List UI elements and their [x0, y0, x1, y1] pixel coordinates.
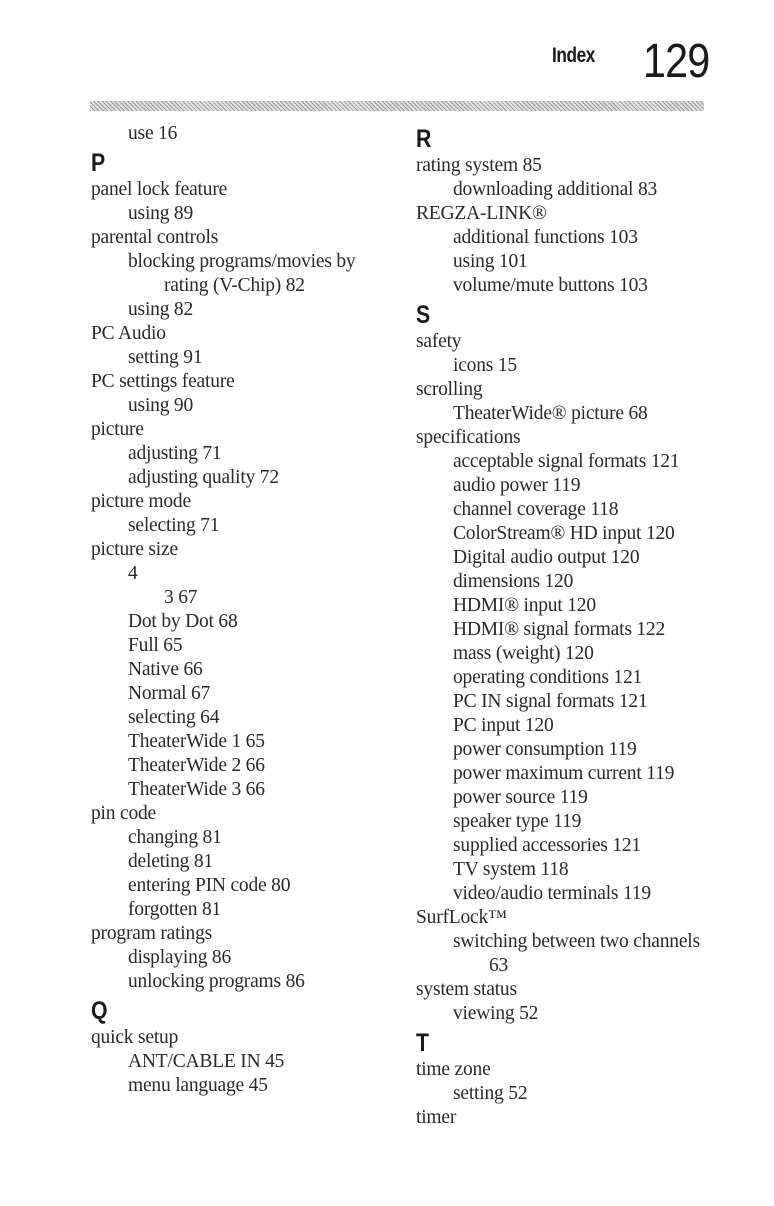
index-subentry: power maximum current 119: [453, 763, 675, 784]
index-subentry: forgotten 81: [128, 899, 222, 920]
index-entry: picture: [91, 419, 144, 440]
index-letter-heading: P: [91, 149, 106, 177]
page-number: 129: [643, 35, 710, 88]
index-subentry: PC IN signal formats 121: [453, 691, 648, 712]
index-subentry: mass (weight) 120: [453, 643, 594, 664]
index-subentry: deleting 81: [128, 851, 213, 872]
index-subentry: speaker type 119: [453, 811, 582, 832]
index-subentry: HDMI® input 120: [453, 595, 596, 616]
index-column-right: [416, 122, 736, 1130]
index-subentry: blocking programs/movies by: [128, 251, 356, 272]
index-entry: parental controls: [91, 227, 219, 248]
index-subentry: operating conditions 121: [453, 667, 643, 688]
index-letter-heading: S: [416, 301, 431, 329]
index-subentry: supplied accessories 121: [453, 835, 641, 856]
index-entry: picture size: [91, 539, 178, 560]
index-entry: panel lock feature: [91, 179, 228, 200]
index-entry: SurfLock™: [416, 907, 507, 928]
index-column-left: [91, 122, 391, 1098]
index-subentry: displaying 86: [128, 947, 232, 968]
index-subentry: rating (V-Chip) 82: [164, 275, 305, 296]
index-subentry: use 16: [128, 123, 178, 144]
index-subentry: PC input 120: [453, 715, 554, 736]
index-subentry: Digital audio output 120: [453, 547, 640, 568]
index-subentry: icons 15: [453, 355, 517, 376]
section-label: Index: [552, 44, 595, 67]
index-subentry: TheaterWide 3 66: [128, 779, 265, 800]
index-subentry: 63: [489, 955, 509, 976]
index-entry: PC Audio: [91, 323, 166, 344]
index-subentry: video/audio terminals 119: [453, 883, 651, 904]
index-subentry: 3 67: [164, 587, 198, 608]
index-subentry: ColorStream® HD input 120: [453, 523, 675, 544]
index-subentry: viewing 52: [453, 1003, 539, 1024]
index-subentry: using 89: [128, 203, 194, 224]
index-subentry: power source 119: [453, 787, 588, 808]
index-letter-heading: T: [416, 1029, 429, 1057]
index-entry: quick setup: [91, 1027, 179, 1048]
index-entry: REGZA-LINK®: [416, 203, 547, 224]
index-subentry: entering PIN code 80: [128, 875, 291, 896]
index-subentry: Full 65: [128, 635, 183, 656]
index-entry: safety: [416, 331, 462, 352]
index-subentry: downloading additional 83: [453, 179, 658, 200]
index-subentry: using 101: [453, 251, 528, 272]
index-subentry: additional functions 103: [453, 227, 638, 248]
index-subentry: TheaterWide® picture 68: [453, 403, 648, 424]
index-subentry: using 82: [128, 299, 194, 320]
index-entry: pin code: [91, 803, 157, 824]
index-entry: system status: [416, 979, 517, 1000]
index-subentry: HDMI® signal formats 122: [453, 619, 666, 640]
index-subentry: Native 66: [128, 659, 203, 680]
header-rule: [90, 101, 704, 111]
index-subentry: power consumption 119: [453, 739, 637, 760]
index-subentry: TV system 118: [453, 859, 569, 880]
index-subentry: ANT/CABLE IN 45: [128, 1051, 285, 1072]
index-entry: specifications: [416, 427, 521, 448]
index-subentry: acceptable signal formats 121: [453, 451, 680, 472]
index-subentry: Dot by Dot 68: [128, 611, 238, 632]
index-subentry: adjusting 71: [128, 443, 222, 464]
index-subentry: dimensions 120: [453, 571, 574, 592]
index-subentry: setting 52: [453, 1083, 528, 1104]
index-entry: scrolling: [416, 379, 483, 400]
index-entry: program ratings: [91, 923, 213, 944]
index-entry: PC settings feature: [91, 371, 235, 392]
index-subentry: channel coverage 118: [453, 499, 619, 520]
index-letter-heading: Q: [91, 997, 108, 1025]
index-subentry: volume/mute buttons 103: [453, 275, 648, 296]
index-subentry: switching between two channels: [453, 931, 700, 952]
index-entry: time zone: [416, 1059, 491, 1080]
index-subentry: changing 81: [128, 827, 222, 848]
index-entry: picture mode: [91, 491, 191, 512]
index-subentry: using 90: [128, 395, 194, 416]
index-entry: rating system 85: [416, 155, 542, 176]
index-subentry: adjusting quality 72: [128, 467, 279, 488]
index-subentry: selecting 71: [128, 515, 220, 536]
index-subentry: selecting 64: [128, 707, 220, 728]
index-entry: timer: [416, 1107, 457, 1128]
index-subentry: TheaterWide 2 66: [128, 755, 265, 776]
index-subentry: 4: [128, 563, 138, 584]
index-subentry: menu language 45: [128, 1075, 268, 1096]
index-subentry: Normal 67: [128, 683, 211, 704]
index-subentry: audio power 119: [453, 475, 581, 496]
index-subentry: setting 91: [128, 347, 203, 368]
index-subentry: unlocking programs 86: [128, 971, 305, 992]
index-letter-heading: R: [416, 125, 432, 153]
index-subentry: TheaterWide 1 65: [128, 731, 265, 752]
